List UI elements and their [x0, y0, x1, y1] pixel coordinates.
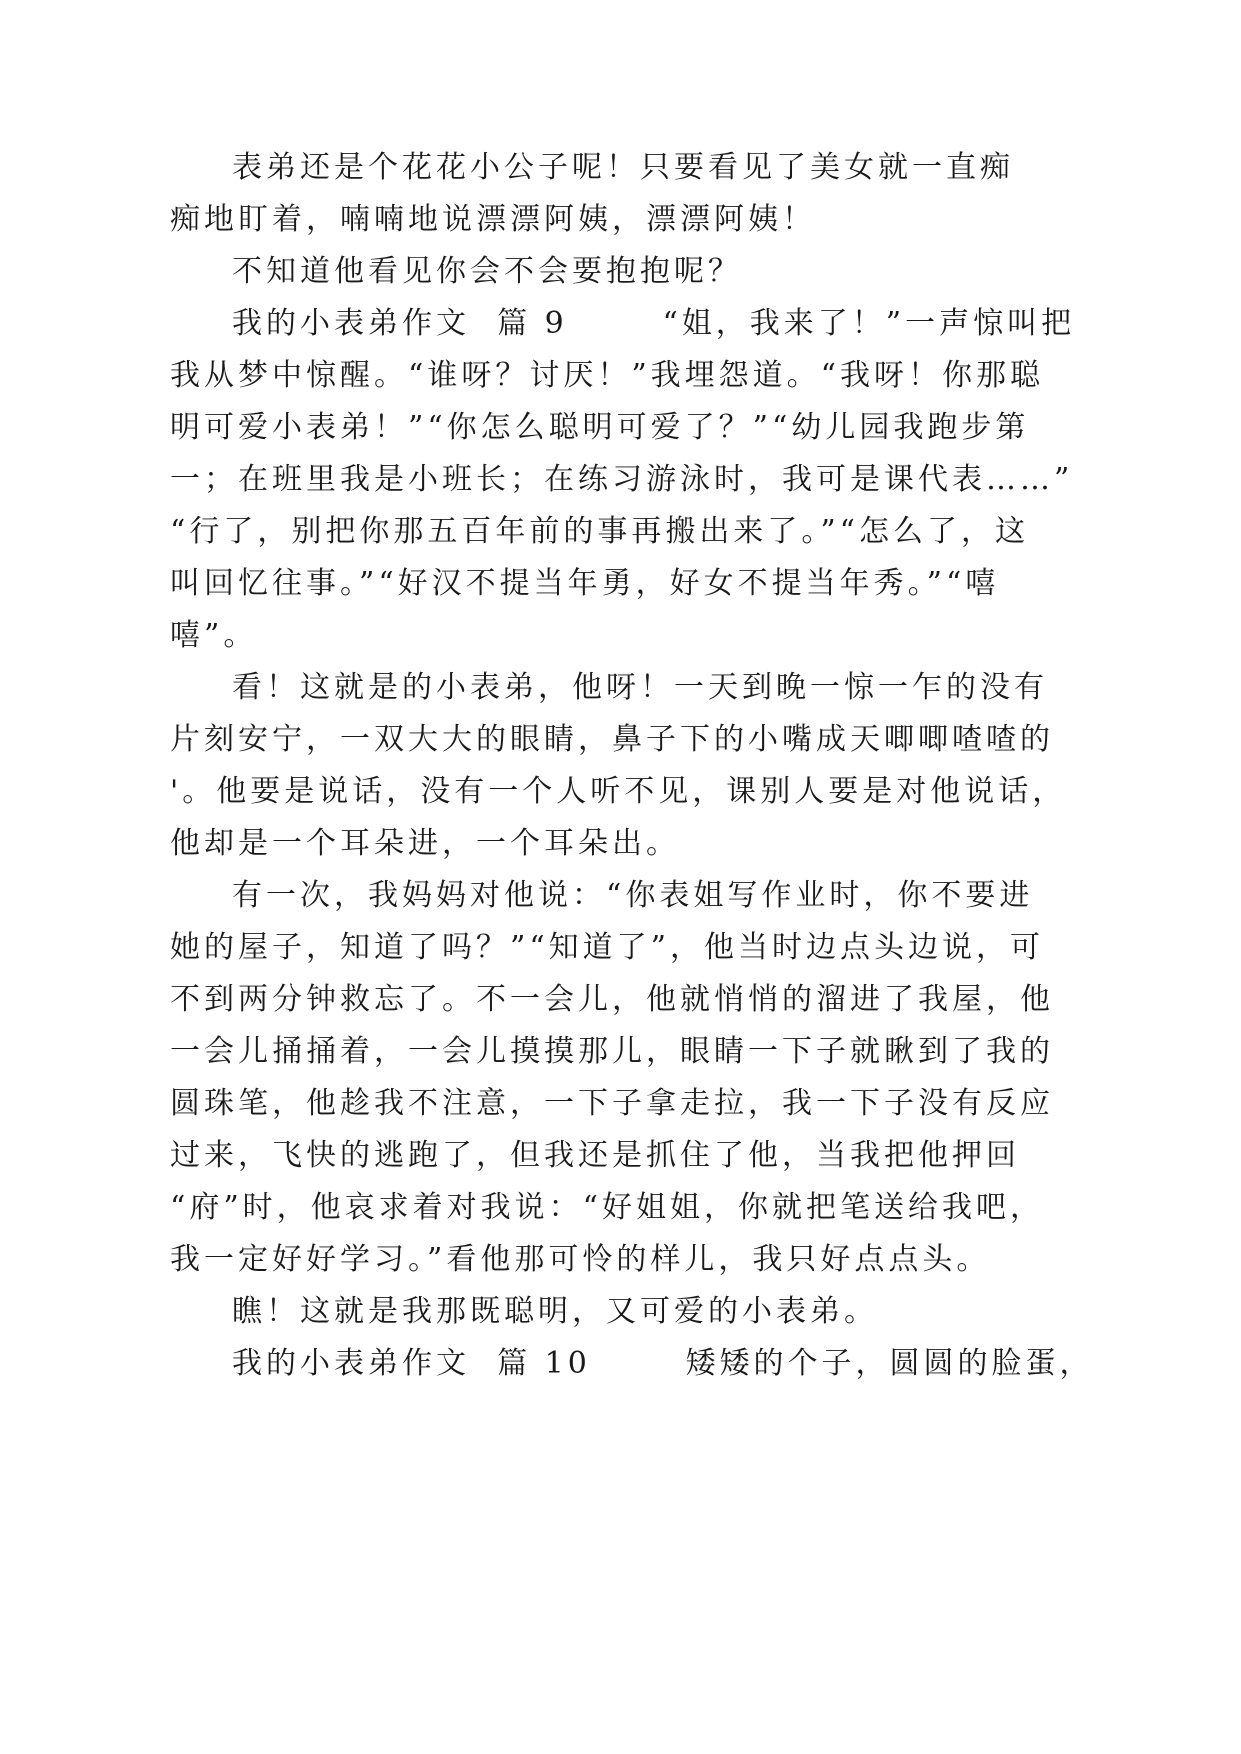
text-line: 过来，飞快的逃跑了，但我还是抓住了他，当我把他押回: [170, 1138, 1020, 1173]
text-line: 有一次，我妈妈对他说：“你表姐写作业时，你不要进: [232, 878, 1034, 913]
text-line: '。他要是说话，没有一个人听不见，课别人要是对他说话，: [170, 774, 1067, 809]
text-line: 一会儿捅捅着，一会儿摸摸那儿，眼睛一下子就瞅到了我的: [170, 1034, 1054, 1069]
section-heading-10: 我的小表弟作文 篇 10 矮矮的个子，圆圆的脸蛋，: [232, 1346, 1094, 1381]
text-line: 片刻安宁，一双大大的眼睛，鼻子下的小嘴成天唧唧喳喳的: [170, 722, 1054, 757]
text-line: 我一定好好学习。”看他那可怜的样儿，我只好点点头。: [170, 1242, 991, 1277]
text-line: 他却是一个耳朵进，一个耳朵出。: [170, 826, 680, 861]
text-line: 嘻”。: [170, 618, 258, 653]
text-line: 叫回忆往事。”“好汉不提当年勇，好女不提当年秀。”“嘻: [170, 566, 1000, 601]
text-line: 圆珠笔，他趁我不注意，一下子拿走拉，我一下子没有反应: [170, 1086, 1054, 1121]
section-heading-9: 我的小表弟作文 篇 9 “姐，我来了！”一声惊叫把: [232, 306, 1076, 341]
text-line: 看！这就是的小表弟，他呀！一天到晚一惊一乍的没有: [232, 670, 1048, 705]
text-line: 她的屋子，知道了吗？”“知道了”，他当时边点头边说，可: [170, 930, 1045, 965]
text-line: 瞧！这就是我那既聪明，又可爱的小表弟。: [232, 1294, 878, 1329]
text-line: 一；在班里我是小班长；在练习游泳时，我可是课代表……”: [170, 462, 1074, 497]
text-line: 不知道他看见你会不会要抱抱呢？: [232, 254, 742, 289]
text-line: 不到两分钟救忘了。不一会儿，他就悄悄的溜进了我屋，他: [170, 982, 1054, 1017]
text-line: “府”时，他哀求着对我说：“好姐姐，你就把笔送给我吧，: [170, 1190, 1045, 1225]
text-line: 明可爱小表弟！”“你怎么聪明可爱了？”“幼儿园我跑步第: [170, 410, 1030, 445]
text-line: 表弟还是个花花小公子呢！只要看见了美女就一直痴: [232, 150, 1014, 185]
text-line: 痴地盯着，喃喃地说漂漂阿姨，漂漂阿姨！: [170, 202, 816, 237]
text-line: “行了，别把你那五百年前的事再搬出来了。”“怎么了，这: [170, 514, 1030, 549]
text-line: 我从梦中惊醒。“谁呀？讨厌！”我埋怨道。“我呀！你那聪: [170, 358, 1045, 393]
